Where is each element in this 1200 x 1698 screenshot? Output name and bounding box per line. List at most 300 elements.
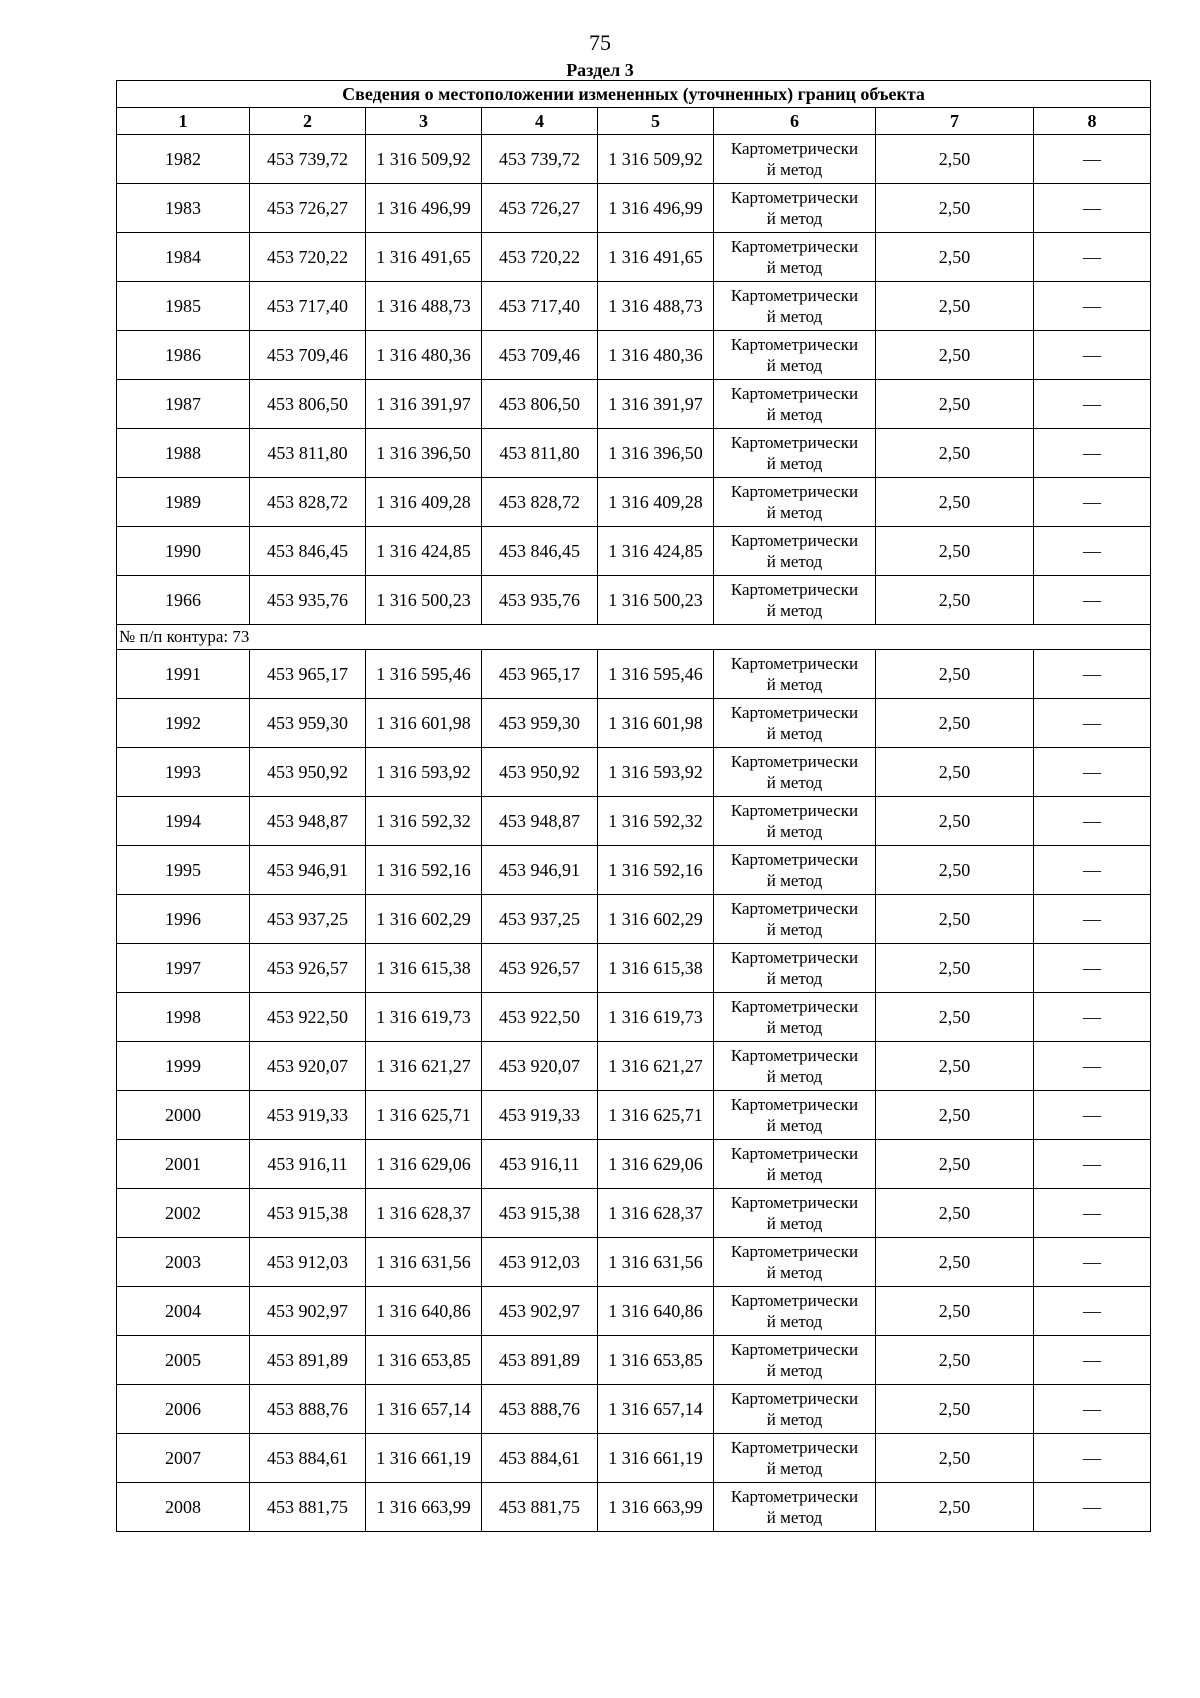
note-cell: — (1034, 1483, 1151, 1532)
point-number-cell: 2006 (117, 1385, 250, 1434)
x-coordinate-cell: 453 937,25 (250, 895, 366, 944)
x-coordinate-cell: 453 806,50 (482, 380, 598, 429)
table-row (117, 1238, 1151, 1287)
y-coordinate-cell: 1 316 592,16 (598, 846, 714, 895)
y-coordinate-cell: 1 316 601,98 (366, 699, 482, 748)
x-coordinate-cell: 453 709,46 (250, 331, 366, 380)
point-number-cell: 1966 (117, 576, 250, 625)
accuracy-cell: 2,50 (876, 944, 1034, 993)
method-cell (714, 699, 876, 748)
method-cell (714, 748, 876, 797)
method-text-line: й метод (766, 1263, 823, 1282)
table-row (117, 895, 1151, 944)
x-coordinate-cell: 453 915,38 (482, 1189, 598, 1238)
point-number-cell: 2005 (117, 1336, 250, 1385)
table-row (117, 944, 1151, 993)
note-cell: — (1034, 1434, 1151, 1483)
x-coordinate-cell: 453 902,97 (482, 1287, 598, 1336)
method-cell (714, 1483, 876, 1532)
method-text-line: й метод (766, 552, 823, 571)
x-coordinate-cell: 453 828,72 (482, 478, 598, 527)
section-title: Раздел 3 (566, 60, 634, 80)
accuracy-cell: 2,50 (876, 331, 1034, 380)
x-coordinate-cell: 453 915,38 (250, 1189, 366, 1238)
contour-row (117, 625, 1151, 650)
y-coordinate-cell: 1 316 509,92 (598, 135, 714, 184)
method-cell (714, 1287, 876, 1336)
x-coordinate-cell: 453 920,07 (250, 1042, 366, 1091)
method-text-line: й метод (766, 773, 823, 792)
method-text-line: й метод (766, 1312, 823, 1331)
method-text-line: й метод (766, 969, 823, 988)
accuracy-cell: 2,50 (876, 748, 1034, 797)
y-coordinate-cell: 1 316 628,37 (598, 1189, 714, 1238)
method-text-line: Картометрически (730, 703, 859, 722)
method-text-line: Картометрически (730, 335, 859, 354)
y-coordinate-cell: 1 316 480,36 (598, 331, 714, 380)
y-coordinate-cell: 1 316 621,27 (366, 1042, 482, 1091)
method-text-line: Картометрически (730, 237, 859, 256)
note-cell: — (1034, 748, 1151, 797)
x-coordinate-cell: 453 884,61 (250, 1434, 366, 1483)
x-coordinate-cell: 453 916,11 (250, 1140, 366, 1189)
y-coordinate-cell: 1 316 629,06 (366, 1140, 482, 1189)
y-coordinate-cell: 1 316 592,32 (366, 797, 482, 846)
y-coordinate-cell: 1 316 496,99 (366, 184, 482, 233)
method-text-line: й метод (766, 675, 823, 694)
y-coordinate-cell: 1 316 480,36 (366, 331, 482, 380)
y-coordinate-cell: 1 316 653,85 (366, 1336, 482, 1385)
method-cell (714, 993, 876, 1042)
column-number: 6 (714, 108, 876, 135)
method-text-line: й метод (766, 160, 823, 179)
method-text-line: Картометрически (730, 286, 859, 305)
method-cell (714, 1189, 876, 1238)
point-number-cell: 1998 (117, 993, 250, 1042)
note-cell: — (1034, 846, 1151, 895)
x-coordinate-cell: 453 726,27 (482, 184, 598, 233)
table-row (117, 1140, 1151, 1189)
note-cell: — (1034, 1042, 1151, 1091)
x-coordinate-cell: 453 828,72 (250, 478, 366, 527)
x-coordinate-cell: 453 950,92 (482, 748, 598, 797)
accuracy-cell: 2,50 (876, 1336, 1034, 1385)
note-cell: — (1034, 993, 1151, 1042)
y-coordinate-cell: 1 316 391,97 (366, 380, 482, 429)
note-cell: — (1034, 650, 1151, 699)
method-text-line: й метод (766, 1067, 823, 1086)
accuracy-cell: 2,50 (876, 1434, 1034, 1483)
y-coordinate-cell: 1 316 663,99 (366, 1483, 482, 1532)
method-cell (714, 380, 876, 429)
y-coordinate-cell: 1 316 602,29 (598, 895, 714, 944)
point-number-cell: 2003 (117, 1238, 250, 1287)
table-row (117, 184, 1151, 233)
method-text-line: й метод (766, 1116, 823, 1135)
x-coordinate-cell: 453 717,40 (482, 282, 598, 331)
note-cell: — (1034, 1238, 1151, 1287)
x-coordinate-cell: 453 709,46 (482, 331, 598, 380)
note-cell: — (1034, 331, 1151, 380)
method-text-line: Картометрически (730, 188, 859, 207)
x-coordinate-cell: 453 891,89 (250, 1336, 366, 1385)
point-number-cell: 1995 (117, 846, 250, 895)
note-cell: — (1034, 797, 1151, 846)
x-coordinate-cell: 453 739,72 (482, 135, 598, 184)
x-coordinate-cell: 453 948,87 (250, 797, 366, 846)
method-text-line: й метод (766, 307, 823, 326)
table-row (117, 1483, 1151, 1532)
accuracy-cell: 2,50 (876, 797, 1034, 846)
y-coordinate-cell: 1 316 500,23 (366, 576, 482, 625)
x-coordinate-cell: 453 888,76 (250, 1385, 366, 1434)
note-cell: — (1034, 135, 1151, 184)
x-coordinate-cell: 453 950,92 (250, 748, 366, 797)
accuracy-cell: 2,50 (876, 576, 1034, 625)
method-cell (714, 429, 876, 478)
x-coordinate-cell: 453 811,80 (250, 429, 366, 478)
column-number: 4 (482, 108, 598, 135)
accuracy-cell: 2,50 (876, 1042, 1034, 1091)
y-coordinate-cell: 1 316 488,73 (598, 282, 714, 331)
table-row (117, 1287, 1151, 1336)
point-number-cell: 1987 (117, 380, 250, 429)
point-number-cell: 1997 (117, 944, 250, 993)
y-coordinate-cell: 1 316 595,46 (366, 650, 482, 699)
x-coordinate-cell: 453 739,72 (250, 135, 366, 184)
method-cell (714, 1336, 876, 1385)
y-coordinate-cell: 1 316 661,19 (366, 1434, 482, 1483)
method-text-line: Картометрически (730, 531, 859, 550)
method-text-line: Картометрически (730, 1095, 859, 1114)
note-cell: — (1034, 233, 1151, 282)
accuracy-cell: 2,50 (876, 1385, 1034, 1434)
point-number-cell: 2000 (117, 1091, 250, 1140)
point-number-cell: 1989 (117, 478, 250, 527)
column-number-row (117, 108, 1151, 135)
x-coordinate-cell: 453 806,50 (250, 380, 366, 429)
method-cell (714, 895, 876, 944)
table-caption: Сведения о местоположении измененных (уточненных) границ объекта (117, 81, 1151, 108)
accuracy-cell: 2,50 (876, 233, 1034, 282)
note-cell: — (1034, 282, 1151, 331)
point-number-cell: 1999 (117, 1042, 250, 1091)
accuracy-cell: 2,50 (876, 135, 1034, 184)
point-number-cell: 2002 (117, 1189, 250, 1238)
y-coordinate-cell: 1 316 663,99 (598, 1483, 714, 1532)
table-row (117, 1189, 1151, 1238)
accuracy-cell: 2,50 (876, 699, 1034, 748)
y-coordinate-cell: 1 316 619,73 (598, 993, 714, 1042)
x-coordinate-cell: 453 912,03 (250, 1238, 366, 1287)
accuracy-cell: 2,50 (876, 380, 1034, 429)
method-text-line: й метод (766, 1410, 823, 1429)
method-cell (714, 527, 876, 576)
point-number-cell: 2007 (117, 1434, 250, 1483)
column-number: 2 (250, 108, 366, 135)
page-number: 75 (589, 30, 611, 55)
x-coordinate-cell: 453 720,22 (250, 233, 366, 282)
method-cell (714, 331, 876, 380)
note-cell: — (1034, 1287, 1151, 1336)
y-coordinate-cell: 1 316 661,19 (598, 1434, 714, 1483)
y-coordinate-cell: 1 316 509,92 (366, 135, 482, 184)
column-number: 8 (1034, 108, 1151, 135)
method-cell (714, 1140, 876, 1189)
table-row (117, 1385, 1151, 1434)
point-number-cell: 2008 (117, 1483, 250, 1532)
x-coordinate-cell: 453 920,07 (482, 1042, 598, 1091)
point-number-cell: 1986 (117, 331, 250, 380)
y-coordinate-cell: 1 316 629,06 (598, 1140, 714, 1189)
note-cell: — (1034, 478, 1151, 527)
table-row (117, 1042, 1151, 1091)
accuracy-cell: 2,50 (876, 1091, 1034, 1140)
method-cell (714, 576, 876, 625)
note-cell: — (1034, 527, 1151, 576)
x-coordinate-cell: 453 881,75 (482, 1483, 598, 1532)
point-number-cell: 1985 (117, 282, 250, 331)
y-coordinate-cell: 1 316 391,97 (598, 380, 714, 429)
y-coordinate-cell: 1 316 592,32 (598, 797, 714, 846)
method-text-line: Картометрически (730, 1291, 859, 1310)
note-cell: — (1034, 699, 1151, 748)
point-number-cell: 1988 (117, 429, 250, 478)
method-text-line: Картометрически (730, 1144, 859, 1163)
table-row (117, 650, 1151, 699)
method-cell (714, 1434, 876, 1483)
y-coordinate-cell: 1 316 640,86 (366, 1287, 482, 1336)
accuracy-cell: 2,50 (876, 1140, 1034, 1189)
x-coordinate-cell: 453 902,97 (250, 1287, 366, 1336)
accuracy-cell: 2,50 (876, 282, 1034, 331)
x-coordinate-cell: 453 916,11 (482, 1140, 598, 1189)
y-coordinate-cell: 1 316 653,85 (598, 1336, 714, 1385)
note-cell: — (1034, 380, 1151, 429)
table-row (117, 1091, 1151, 1140)
point-number-cell: 1984 (117, 233, 250, 282)
column-number: 1 (117, 108, 250, 135)
x-coordinate-cell: 453 919,33 (482, 1091, 598, 1140)
method-text-line: Картометрически (730, 384, 859, 403)
note-cell: — (1034, 1189, 1151, 1238)
method-cell (714, 944, 876, 993)
y-coordinate-cell: 1 316 496,99 (598, 184, 714, 233)
x-coordinate-cell: 453 922,50 (250, 993, 366, 1042)
column-number: 3 (366, 108, 482, 135)
method-cell (714, 478, 876, 527)
x-coordinate-cell: 453 965,17 (482, 650, 598, 699)
point-number-cell: 1996 (117, 895, 250, 944)
y-coordinate-cell: 1 316 625,71 (598, 1091, 714, 1140)
accuracy-cell: 2,50 (876, 846, 1034, 895)
x-coordinate-cell: 453 922,50 (482, 993, 598, 1042)
table-row (117, 233, 1151, 282)
y-coordinate-cell: 1 316 619,73 (366, 993, 482, 1042)
table-row (117, 135, 1151, 184)
method-text-line: Картометрически (730, 580, 859, 599)
point-number-cell: 2004 (117, 1287, 250, 1336)
y-coordinate-cell: 1 316 593,92 (598, 748, 714, 797)
method-cell (714, 1385, 876, 1434)
x-coordinate-cell: 453 946,91 (250, 846, 366, 895)
method-text-line: Картометрически (730, 433, 859, 452)
accuracy-cell: 2,50 (876, 993, 1034, 1042)
method-text-line: й метод (766, 405, 823, 424)
table-row (117, 331, 1151, 380)
column-number: 5 (598, 108, 714, 135)
accuracy-cell: 2,50 (876, 429, 1034, 478)
method-cell (714, 797, 876, 846)
x-coordinate-cell: 453 946,91 (482, 846, 598, 895)
method-cell (714, 135, 876, 184)
method-text-line: Картометрически (730, 139, 859, 158)
x-coordinate-cell: 453 959,30 (250, 699, 366, 748)
x-coordinate-cell: 453 959,30 (482, 699, 598, 748)
y-coordinate-cell: 1 316 621,27 (598, 1042, 714, 1091)
method-text-line: Картометрически (730, 1193, 859, 1212)
y-coordinate-cell: 1 316 593,92 (366, 748, 482, 797)
x-coordinate-cell: 453 935,76 (250, 576, 366, 625)
y-coordinate-cell: 1 316 602,29 (366, 895, 482, 944)
method-text-line: й метод (766, 601, 823, 620)
x-coordinate-cell: 453 888,76 (482, 1385, 598, 1434)
table-row (117, 748, 1151, 797)
method-cell (714, 233, 876, 282)
y-coordinate-cell: 1 316 601,98 (598, 699, 714, 748)
method-cell (714, 1042, 876, 1091)
point-number-cell: 1994 (117, 797, 250, 846)
method-text-line: й метод (766, 724, 823, 743)
point-number-cell: 1982 (117, 135, 250, 184)
method-text-line: й метод (766, 1459, 823, 1478)
method-text-line: й метод (766, 356, 823, 375)
point-number-cell: 2001 (117, 1140, 250, 1189)
accuracy-cell: 2,50 (876, 650, 1034, 699)
y-coordinate-cell: 1 316 631,56 (598, 1238, 714, 1287)
method-text-line: Картометрически (730, 1046, 859, 1065)
method-text-line: й метод (766, 209, 823, 228)
y-coordinate-cell: 1 316 424,85 (366, 527, 482, 576)
y-coordinate-cell: 1 316 631,56 (366, 1238, 482, 1287)
y-coordinate-cell: 1 316 424,85 (598, 527, 714, 576)
y-coordinate-cell: 1 316 615,38 (598, 944, 714, 993)
y-coordinate-cell: 1 316 500,23 (598, 576, 714, 625)
x-coordinate-cell: 453 935,76 (482, 576, 598, 625)
y-coordinate-cell: 1 316 396,50 (598, 429, 714, 478)
accuracy-cell: 2,50 (876, 527, 1034, 576)
table-row (117, 282, 1151, 331)
method-text-line: Картометрически (730, 1389, 859, 1408)
table-row (117, 576, 1151, 625)
method-text-line: Картометрически (730, 752, 859, 771)
method-text-line: й метод (766, 920, 823, 939)
method-text-line: й метод (766, 871, 823, 890)
note-cell: — (1034, 184, 1151, 233)
x-coordinate-cell: 453 811,80 (482, 429, 598, 478)
method-text-line: й метод (766, 822, 823, 841)
method-cell (714, 184, 876, 233)
method-cell (714, 1238, 876, 1287)
x-coordinate-cell: 453 891,89 (482, 1336, 598, 1385)
x-coordinate-cell: 453 965,17 (250, 650, 366, 699)
method-text-line: Картометрически (730, 1487, 859, 1506)
accuracy-cell: 2,50 (876, 895, 1034, 944)
note-cell: — (1034, 895, 1151, 944)
y-coordinate-cell: 1 316 640,86 (598, 1287, 714, 1336)
x-coordinate-cell: 453 720,22 (482, 233, 598, 282)
method-text-line: й метод (766, 503, 823, 522)
x-coordinate-cell: 453 881,75 (250, 1483, 366, 1532)
note-cell: — (1034, 429, 1151, 478)
table-row (117, 429, 1151, 478)
table-row (117, 1434, 1151, 1483)
point-number-cell: 1983 (117, 184, 250, 233)
method-text-line: Картометрически (730, 1438, 859, 1457)
y-coordinate-cell: 1 316 491,65 (598, 233, 714, 282)
column-number: 7 (876, 108, 1034, 135)
method-cell (714, 846, 876, 895)
method-text-line: Картометрически (730, 948, 859, 967)
method-cell (714, 1091, 876, 1140)
y-coordinate-cell: 1 316 615,38 (366, 944, 482, 993)
point-number-cell: 1990 (117, 527, 250, 576)
note-cell: — (1034, 576, 1151, 625)
method-text-line: й метод (766, 454, 823, 473)
y-coordinate-cell: 1 316 491,65 (366, 233, 482, 282)
y-coordinate-cell: 1 316 625,71 (366, 1091, 482, 1140)
method-text-line: й метод (766, 1214, 823, 1233)
note-cell: — (1034, 1336, 1151, 1385)
method-text-line: й метод (766, 1361, 823, 1380)
x-coordinate-cell: 453 912,03 (482, 1238, 598, 1287)
y-coordinate-cell: 1 316 592,16 (366, 846, 482, 895)
accuracy-cell: 2,50 (876, 184, 1034, 233)
x-coordinate-cell: 453 926,57 (482, 944, 598, 993)
x-coordinate-cell: 453 726,27 (250, 184, 366, 233)
y-coordinate-cell: 1 316 409,28 (598, 478, 714, 527)
x-coordinate-cell: 453 846,45 (482, 527, 598, 576)
method-text-line: Картометрически (730, 899, 859, 918)
table-row (117, 797, 1151, 846)
x-coordinate-cell: 453 846,45 (250, 527, 366, 576)
table-row (117, 846, 1151, 895)
y-coordinate-cell: 1 316 657,14 (366, 1385, 482, 1434)
accuracy-cell: 2,50 (876, 1287, 1034, 1336)
note-cell: — (1034, 1091, 1151, 1140)
table-row (117, 699, 1151, 748)
point-number-cell: 1993 (117, 748, 250, 797)
point-number-cell: 1992 (117, 699, 250, 748)
method-text-line: Картометрически (730, 850, 859, 869)
table-body (117, 135, 1151, 1532)
method-cell (714, 282, 876, 331)
y-coordinate-cell: 1 316 628,37 (366, 1189, 482, 1238)
table-row (117, 993, 1151, 1042)
accuracy-cell: 2,50 (876, 1238, 1034, 1287)
table-row (117, 527, 1151, 576)
method-text-line: й метод (766, 1508, 823, 1527)
method-text-line: Картометрически (730, 801, 859, 820)
method-text-line: й метод (766, 258, 823, 277)
table-row (117, 380, 1151, 429)
method-text-line: й метод (766, 1018, 823, 1037)
x-coordinate-cell: 453 926,57 (250, 944, 366, 993)
y-coordinate-cell: 1 316 396,50 (366, 429, 482, 478)
method-cell (714, 650, 876, 699)
boundary-coordinates-table (116, 80, 1151, 1532)
accuracy-cell: 2,50 (876, 1483, 1034, 1532)
